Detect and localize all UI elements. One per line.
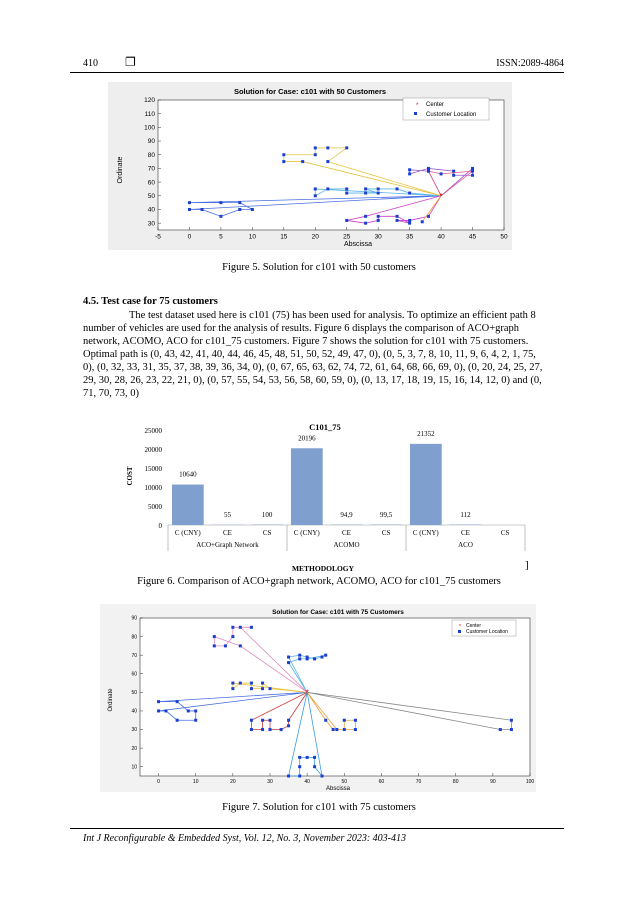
legend-customer-marker: [414, 112, 417, 115]
x-tick-label: 50: [500, 233, 508, 241]
customer-point: [213, 635, 216, 638]
x-tick-label: 30: [374, 233, 382, 241]
y-tick-label: 60: [147, 179, 155, 187]
customer-point: [301, 160, 304, 163]
customer-point: [343, 728, 346, 731]
x-tick-label: 20: [311, 233, 319, 241]
customer-point: [354, 728, 357, 731]
figure6-ylabel: COST: [126, 466, 134, 486]
y-tick-label: 10: [131, 764, 137, 771]
figure5-chart: [108, 82, 512, 250]
customer-point: [396, 219, 399, 222]
legend-center-label: Center: [466, 623, 482, 629]
customer-point: [421, 220, 424, 223]
customer-point: [250, 682, 253, 685]
customer-point: [213, 644, 216, 647]
customer-point: [324, 719, 327, 722]
figure7-panel: [100, 604, 536, 792]
customer-point: [354, 719, 357, 722]
body-line: The test dataset used here is c101 (75) has been used for analysis. To optimize an efficient path 8: [129, 310, 536, 321]
x-tick-label: 100: [525, 779, 535, 785]
y-tick-label: 40: [131, 708, 137, 715]
footer-rule: [70, 828, 564, 829]
customer-point: [335, 728, 338, 731]
customer-point: [440, 172, 443, 175]
y-tick-label: 100: [144, 124, 155, 132]
bar: [291, 448, 323, 525]
x-tick-label: 10: [192, 779, 199, 785]
legend-customer-label: Customer Location: [426, 112, 477, 118]
x-tick-label: -5: [155, 233, 161, 241]
customer-point: [165, 709, 168, 712]
customer-point: [238, 201, 241, 204]
customer-point: [231, 626, 234, 629]
customer-point: [332, 728, 335, 731]
y-tick-label: 0: [158, 522, 162, 530]
customer-point: [306, 756, 309, 759]
customer-point: [224, 644, 227, 647]
customer-point: [176, 700, 179, 703]
figure5-caption: Figure 5. Solution for c101 with 50 customers: [222, 262, 416, 273]
figure5-panel: [108, 82, 512, 250]
customer-point: [471, 167, 474, 170]
category-label: C (CNY): [293, 529, 320, 537]
customer-point: [345, 192, 348, 195]
body-line: Optimal path is (0, 43, 42, 41, 40, 44, 46, 45, 48, 51, 50, 52, 49, 47, 0), (0, 5, 3, 7, 8, 10, 11, 9, 6, 4, 2, 1, 75,: [83, 349, 536, 360]
y-tick-label: 15000: [144, 465, 162, 473]
body-line: network, ACOMO, ACO for c101_75 customers. Figure 7 shows the solution for c101 with 75 customers.: [83, 336, 529, 347]
customer-point: [314, 187, 317, 190]
customer-point: [314, 194, 317, 197]
customer-point: [377, 219, 380, 222]
customer-point: [408, 219, 411, 222]
customer-point: [471, 170, 474, 173]
customer-point: [408, 172, 411, 175]
customer-point: [326, 187, 329, 190]
figure7-chart: [100, 604, 536, 792]
x-tick-label: 80: [452, 779, 459, 785]
category-label: CE: [342, 529, 351, 537]
customer-point: [188, 208, 191, 211]
y-tick-label: 90: [131, 615, 137, 622]
customer-point: [194, 709, 197, 712]
customer-point: [377, 215, 380, 218]
y-tick-label: 70: [131, 652, 137, 659]
customer-point: [396, 215, 399, 218]
y-tick-label: 80: [131, 634, 137, 641]
customer-point: [314, 153, 317, 156]
customer-point: [326, 146, 329, 149]
customer-point: [261, 682, 264, 685]
customer-point: [452, 170, 455, 173]
customer-point: [239, 626, 242, 629]
customer-point: [188, 201, 191, 204]
customer-point: [261, 728, 264, 731]
figure6-panel: [120, 418, 530, 573]
bar: [172, 485, 204, 525]
issn: ISSN:2089-4864: [496, 58, 564, 69]
customer-point: [287, 775, 290, 778]
x-tick-label: 25: [343, 233, 351, 241]
y-tick-label: 30: [131, 727, 137, 734]
category-label: CS: [381, 529, 391, 537]
customer-point: [321, 775, 324, 778]
customer-point: [287, 656, 290, 659]
x-tick-label: 35: [406, 233, 414, 241]
customer-point: [280, 728, 283, 731]
customer-point: [345, 219, 348, 222]
customer-point: [269, 728, 272, 731]
customer-point: [364, 215, 367, 218]
center-point: *: [439, 191, 443, 201]
customer-point: [298, 775, 301, 778]
x-tick-label: 50: [341, 779, 348, 785]
data-label: 100: [261, 511, 273, 519]
group-label: ACO: [458, 541, 473, 549]
figure7-title: Solution for Case: c101 with 75 Customers: [272, 609, 404, 616]
customer-point: [194, 719, 197, 722]
data-label: 20196: [298, 434, 316, 443]
customer-point: [261, 719, 264, 722]
customer-point: [250, 728, 253, 731]
customer-point: [219, 215, 222, 218]
customer-point: [298, 765, 301, 768]
customer-point: [313, 765, 316, 768]
y-tick-label: 20000: [144, 446, 162, 454]
y-tick-label: 30: [147, 220, 155, 228]
category-label: CS: [262, 529, 272, 537]
customer-point: [231, 635, 234, 638]
x-tick-label: 40: [437, 233, 445, 241]
customer-point: [287, 724, 290, 727]
customer-point: [345, 146, 348, 149]
y-tick-label: 25000: [144, 427, 162, 435]
customer-point: [364, 222, 367, 225]
customer-point: [157, 700, 160, 703]
x-tick-label: 45: [468, 233, 477, 241]
figure6-title: C101_75: [309, 422, 341, 432]
y-tick-label: 40: [147, 206, 155, 214]
customer-point: [314, 146, 317, 149]
customer-point: [298, 657, 301, 660]
customer-point: [364, 192, 367, 195]
figure6-bracket: ]: [525, 559, 529, 571]
customer-point: [238, 208, 241, 211]
figure7-caption: Figure 7. Solution for c101 with 75 customers: [222, 802, 416, 813]
customer-point: [298, 756, 301, 759]
customer-point: [250, 719, 253, 722]
x-tick-label: 70: [415, 779, 422, 785]
customer-point: [176, 719, 179, 722]
x-tick-label: 5: [219, 233, 223, 241]
customer-point: [377, 187, 380, 190]
customer-point: [261, 687, 264, 690]
y-tick-label: 60: [131, 671, 137, 678]
section-heading: 4.5. Test case for 75 customers: [83, 296, 218, 307]
y-tick-label: 110: [144, 110, 155, 118]
customer-point: [427, 215, 430, 218]
y-tick-label: 80: [147, 151, 155, 159]
customer-point: [427, 170, 430, 173]
data-label: 94,9: [340, 511, 353, 519]
customer-point: [219, 201, 222, 204]
group-label: ACOMO: [333, 541, 360, 549]
footer-citation: Int J Reconfigurable & Embedded Syst, Vol. 12, No. 3, November 2023: 403-413: [83, 833, 406, 844]
customer-point: [510, 728, 513, 731]
customer-point: [313, 657, 316, 660]
x-tick-label: 60: [378, 779, 385, 785]
category-label: CE: [223, 529, 232, 537]
customer-point: [269, 719, 272, 722]
customer-point: [250, 626, 253, 629]
category-label: CS: [500, 529, 510, 537]
y-tick-label: 50: [131, 690, 137, 697]
section-body: [83, 309, 564, 400]
customer-point: [239, 644, 242, 647]
customer-point: [282, 160, 285, 163]
customer-point: [313, 756, 316, 759]
legend-customer-label: Customer Location: [466, 629, 508, 635]
x-tick-label: 90: [490, 779, 496, 785]
y-tick-label: 20: [131, 745, 137, 752]
plot-area: [140, 618, 530, 776]
customer-point: [408, 168, 411, 171]
figure6-xlabel: METHODOLOGY: [291, 564, 355, 573]
customer-point: [287, 661, 290, 664]
bar: [410, 444, 442, 525]
figure7-legend: [452, 620, 516, 636]
category-label: C (CNY): [412, 529, 439, 537]
customer-point: [471, 174, 474, 177]
y-tick-label: 120: [144, 97, 155, 105]
customer-point: [321, 656, 324, 659]
page-number: 410: [83, 58, 98, 69]
group-label: ACO+Graph Network: [196, 541, 259, 549]
x-tick-label: 30: [267, 779, 273, 785]
y-tick-label: 5000: [148, 503, 162, 511]
body-line: 29, 30, 28, 26, 23, 22, 21, 0), (0, 57, 55, 54, 53, 56, 58, 60, 59, 0), (0, 13, 17, 18, 19, 15, 16, 14, 12, 0) and (0,: [83, 375, 542, 386]
data-label: 10640: [179, 470, 197, 479]
y-tick-label: 50: [147, 192, 155, 200]
data-label: 21352: [417, 429, 435, 438]
checkbox-icon: ❐: [125, 55, 136, 69]
center-point: *: [305, 688, 309, 698]
x-tick-label: 15: [280, 233, 288, 241]
category-label: C (CNY): [174, 529, 201, 537]
figure5-legend: [403, 98, 489, 120]
category-label: CE: [461, 529, 470, 537]
figure6-caption: Figure 6. Comparison of ACO+graph network, ACOMO, ACO for c101_75 customers: [137, 576, 501, 587]
figure6-chart: [120, 418, 530, 573]
figure7-xlabel: Abscissa: [325, 786, 351, 792]
customer-point: [251, 208, 254, 211]
data-label: 99,5: [380, 511, 393, 519]
legend-center-label: Center: [426, 102, 445, 108]
customer-point: [287, 719, 290, 722]
figure5-ylabel: Ordinate: [117, 156, 124, 184]
x-tick-label: 0: [187, 233, 192, 241]
x-tick-label: 40: [304, 779, 310, 785]
customer-point: [326, 160, 329, 163]
y-tick-label: 90: [147, 138, 155, 146]
customer-point: [510, 719, 513, 722]
data-label: 112: [460, 511, 471, 519]
customer-point: [298, 654, 301, 657]
customer-point: [427, 167, 430, 170]
customer-point: [324, 654, 327, 657]
customer-point: [250, 687, 253, 690]
customer-point: [187, 709, 190, 712]
customer-point: [408, 222, 411, 225]
header-rule: [70, 72, 564, 73]
customer-point: [231, 682, 234, 685]
customer-point: [377, 192, 380, 195]
figure5-xlabel: Abscissa: [343, 241, 373, 248]
legend-customer-marker: [458, 630, 461, 633]
customer-point: [343, 719, 346, 722]
x-tick-label: 0: [157, 779, 160, 785]
legend-center-marker: *: [416, 103, 419, 109]
body-line: 71, 70, 73, 0): [83, 388, 139, 399]
y-tick-label: 10000: [144, 484, 162, 492]
body-line: number of vehicles are used for the analysis of results. Figure 6 displays the comparison of ACO+graph: [83, 323, 520, 334]
x-tick-label: 10: [248, 233, 256, 241]
customer-point: [452, 174, 455, 177]
data-label: 55: [224, 511, 231, 519]
customer-point: [364, 187, 367, 190]
customer-point: [396, 187, 399, 190]
customer-point: [499, 728, 502, 731]
customer-point: [408, 192, 411, 195]
figure7-ylabel: Ordinate: [108, 688, 114, 712]
legend-center-marker: *: [459, 624, 461, 630]
customer-point: [239, 682, 242, 685]
body-line: 0), (0, 32, 33, 31, 35, 37, 38, 39, 36, 34, 0), (0, 67, 65, 63, 62, 74, 72, 61, 64, 68, 66, 69, 0), (0, 20, 24, 25, 27,: [83, 362, 543, 373]
customer-point: [282, 153, 285, 156]
customer-point: [231, 687, 234, 690]
y-tick-label: 70: [147, 165, 155, 173]
customer-point: [201, 208, 204, 211]
customer-point: [306, 657, 309, 660]
x-tick-label: 20: [230, 779, 236, 785]
customer-point: [345, 187, 348, 190]
customer-point: [269, 687, 272, 690]
figure5-title: Solution for Case: c101 with 50 Customers: [233, 87, 387, 96]
customer-point: [157, 709, 160, 712]
